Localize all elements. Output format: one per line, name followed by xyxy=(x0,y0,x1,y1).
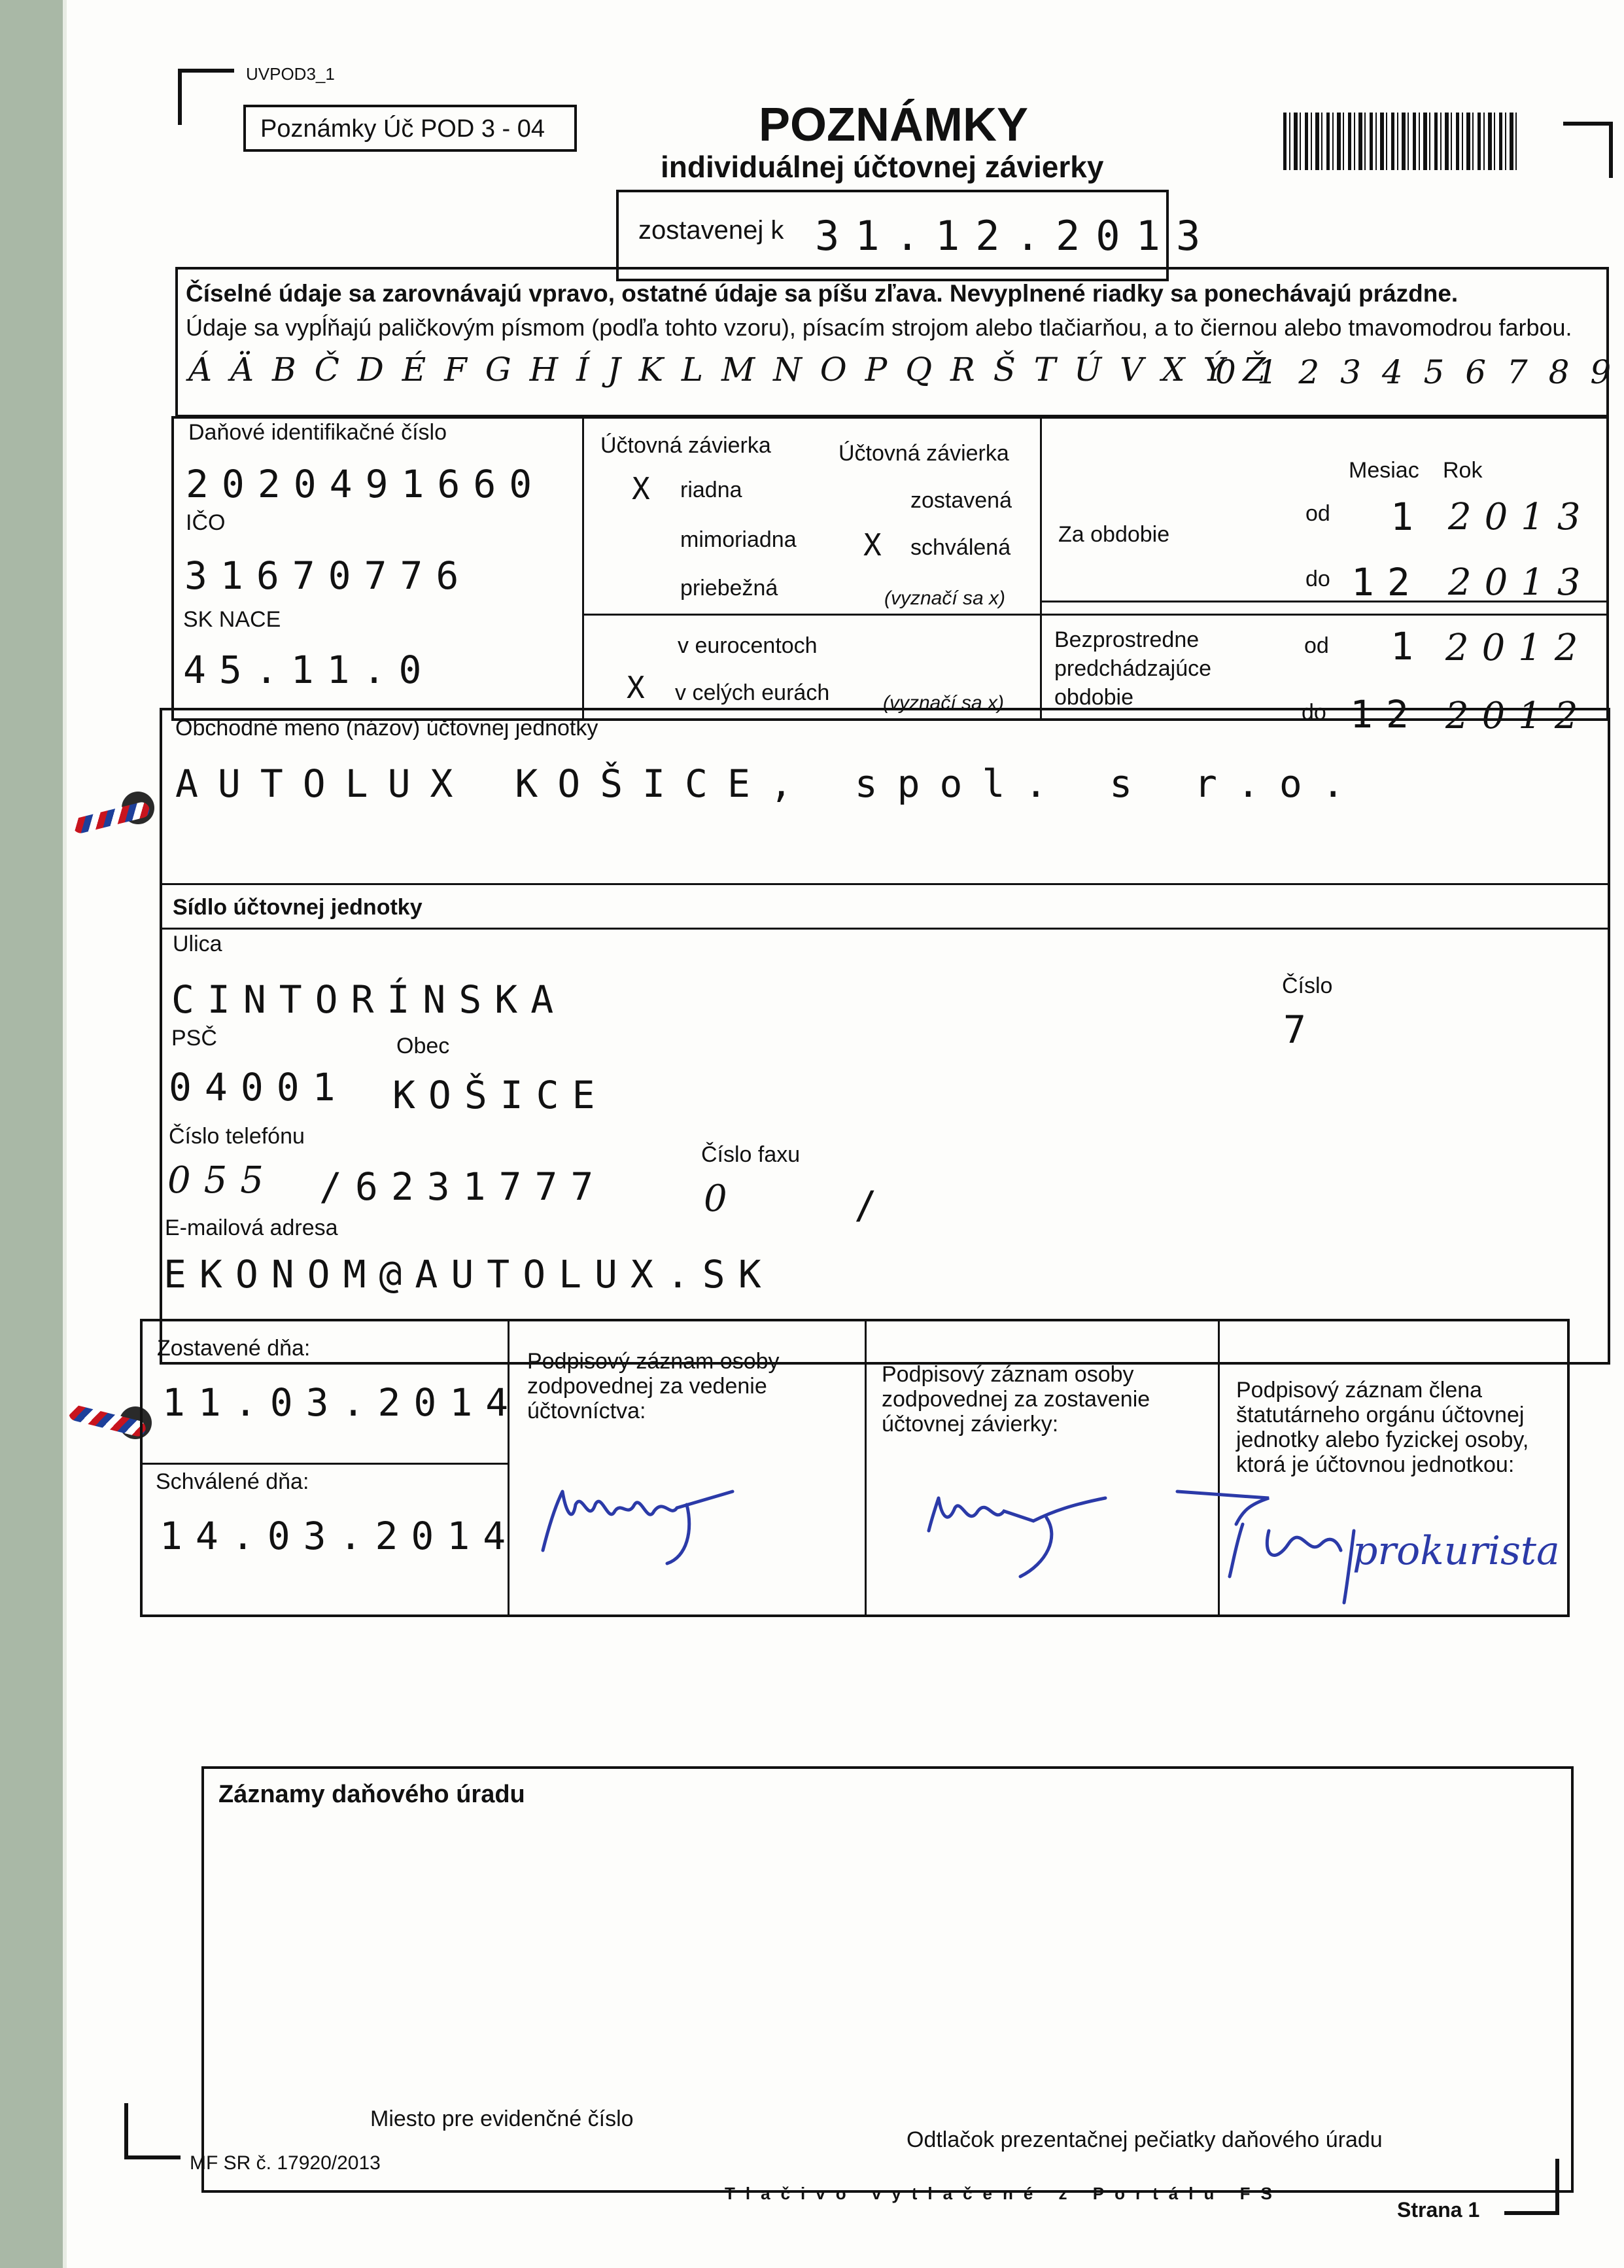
compiled-to-label: zostavenej k xyxy=(638,216,784,245)
currency-eurocents: v eurocentoch xyxy=(678,633,818,658)
binding-strip-edge xyxy=(63,0,67,2268)
binding-cord-top xyxy=(71,801,151,835)
entity-name-label: Obchodné meno (názov) účtovnej jednotky xyxy=(175,716,598,741)
form-title: POZNÁMKY xyxy=(759,99,1028,151)
phone-number: /6231777 xyxy=(319,1164,607,1209)
current-period-label: Za obdobie xyxy=(1058,522,1170,547)
corner-mark-top-right xyxy=(1563,122,1613,178)
signature-compilation-label: Podpisový záznam osoby zodpovednej za zostavenie účtovnej závierky: xyxy=(882,1362,1150,1437)
prev-from-label: od xyxy=(1304,633,1329,658)
statement-status-zostavena: zostavená xyxy=(910,488,1012,513)
divider-dates xyxy=(140,1463,508,1465)
signature-compilation xyxy=(916,1472,1132,1583)
ministry-reference: MF SR č. 17920/2013 xyxy=(190,2152,381,2174)
fax-number: / xyxy=(854,1183,890,1227)
email-label: E-mailová adresa xyxy=(165,1215,338,1240)
sample-digits: 0 1 2 3 4 5 6 7 8 9 xyxy=(1215,353,1617,391)
binding-strip xyxy=(0,0,63,2268)
divider-seat-header xyxy=(160,928,1610,930)
signature-accounting-label: Podpisový záznam osoby zodpovednej za vedenie účtovníctva: xyxy=(527,1349,780,1423)
approved-date-value: 14.03.2014 xyxy=(160,1514,519,1558)
prev-period-label: Bezprostredne predchádzajúce obdobie xyxy=(1054,627,1212,710)
entity-name-value: AUTOLUX KOŠICE, spol. s r.o. xyxy=(175,761,1364,806)
statement-status-mark: X xyxy=(863,527,895,563)
compiled-to-value: 31.12.2013 xyxy=(815,212,1217,260)
statement-type-mimoriadna: mimoriadna xyxy=(680,527,797,552)
dic-value: 2020491660 xyxy=(186,462,545,506)
signature-statutory-handwritten: prokurista xyxy=(1353,1528,1560,1574)
form-code: UVPOD3_1 xyxy=(246,64,335,84)
divider-sig-1 xyxy=(508,1319,510,1617)
ico-value: 31670776 xyxy=(184,553,472,598)
prev-to-month: 12 xyxy=(1350,692,1422,737)
corner-mark-top-left xyxy=(178,69,234,125)
statement-status-header: Účtovná závierka xyxy=(838,441,1009,466)
statement-mark-hint: (vyznačí sa x) xyxy=(884,587,1006,609)
divider-seat xyxy=(160,883,1610,885)
prev-to-label: do xyxy=(1302,700,1326,725)
stamp-label: Odtlačok prezentačnej pečiatky daňového úradu xyxy=(907,2127,1383,2152)
divider-sig-2 xyxy=(865,1319,867,1617)
barcode xyxy=(1283,113,1520,170)
divider-currency xyxy=(582,614,1609,616)
sample-alphabet: Á Ä B Č D É F G H Í J K L M N O P Q R Š T Ú V X Ý Ž xyxy=(188,351,1270,389)
street-label: Ulica xyxy=(173,932,222,956)
divider-ids xyxy=(582,416,584,721)
number-value: 7 xyxy=(1283,1007,1319,1052)
current-to-month: 12 xyxy=(1351,560,1423,604)
currency-mark: X xyxy=(627,670,658,705)
instructions-box xyxy=(175,267,1617,417)
corner-mark-bottom-left xyxy=(124,2103,181,2159)
registry-number-label: Miesto pre evidenčné číslo xyxy=(370,2106,634,2131)
compiled-date-value: 11.03.2014 xyxy=(162,1380,522,1425)
city-value: KOŠICE xyxy=(392,1073,608,1117)
statement-type-riadna: riadna xyxy=(680,478,742,502)
form-tag: Poznámky Úč POD 3 - 04 xyxy=(260,115,545,143)
statement-type-priebezna: priebežná xyxy=(680,576,778,601)
psc-label: PSČ xyxy=(171,1026,217,1051)
period-month-header: Mesiac xyxy=(1349,458,1419,483)
form-subtitle: individuálnej účtovnej závierky xyxy=(661,150,1104,184)
approved-date-label: Schválené dňa: xyxy=(156,1469,309,1494)
city-label: Obec xyxy=(396,1034,450,1058)
seat-header: Sídlo účtovnej jednotky xyxy=(173,895,423,920)
signature-accounting xyxy=(536,1465,746,1570)
form-tag-box xyxy=(243,105,577,152)
statement-status-schvalena: schválená xyxy=(910,535,1011,560)
currency-hint: (vyznačí sa x) xyxy=(883,692,1005,714)
printed-from-portal: Tlačivo vytlačené z Portálu FS xyxy=(725,2184,1283,2203)
period-year-header: Rok xyxy=(1443,458,1483,483)
nace-label: SK NACE xyxy=(183,607,281,632)
signature-statutory-label: Podpisový záznam člena štatutárneho orgánu účtovnej jednotky alebo fyzickej osoby, ktorá je účtovnou jednotkou: xyxy=(1236,1378,1529,1477)
compiled-date-label: Zostavené dňa: xyxy=(157,1336,311,1361)
instructions-line2: Údaje sa vypĺňajú paličkovým písmom (podľa tohto vzoru), písacím strojom alebo tlačiarňou, a to čiernou alebo tmavomodrou farbou. xyxy=(186,314,1572,341)
current-from-label: od xyxy=(1305,501,1330,526)
psc-value: 04001 xyxy=(169,1065,349,1109)
prev-to-year: 2012 xyxy=(1445,695,1591,737)
email-value: EKONOM@AUTOLUX.SK xyxy=(164,1252,774,1297)
statement-type-mark: X xyxy=(632,471,663,506)
instructions-line1: Číselné údaje sa zarovnávajú vpravo, ostatné údaje sa píšu zľava. Nevyplnené riadky sa ponechávajú prázdne. xyxy=(186,280,1459,307)
fax-prefix: 0 xyxy=(704,1178,727,1220)
prev-from-year: 2012 xyxy=(1445,627,1591,669)
currency-whole-euros: v celých eurách xyxy=(675,680,830,705)
current-from-year: 2013 xyxy=(1448,496,1594,538)
number-label: Číslo xyxy=(1282,973,1333,998)
page-number: Strana 1 xyxy=(1397,2198,1480,2222)
tax-office-records-label: Záznamy daňového úradu xyxy=(218,1781,525,1808)
nace-value: 45.11.0 xyxy=(183,648,435,692)
fax-label: Číslo faxu xyxy=(701,1142,801,1167)
street-value: CINTORÍNSKA xyxy=(171,977,567,1022)
phone-prefix: 055 xyxy=(167,1159,277,1202)
current-from-month: 1 xyxy=(1391,495,1426,539)
statement-type-header: Účtovná závierka xyxy=(600,433,771,458)
phone-label: Číslo telefónu xyxy=(169,1124,305,1149)
current-to-label: do xyxy=(1305,567,1330,591)
divider-statement xyxy=(1040,416,1042,721)
prev-from-month: 1 xyxy=(1391,624,1426,669)
dic-label: Daňové identifikačné číslo xyxy=(188,420,447,445)
ico-label: IČO xyxy=(186,510,226,535)
current-to-year: 2013 xyxy=(1448,561,1594,604)
